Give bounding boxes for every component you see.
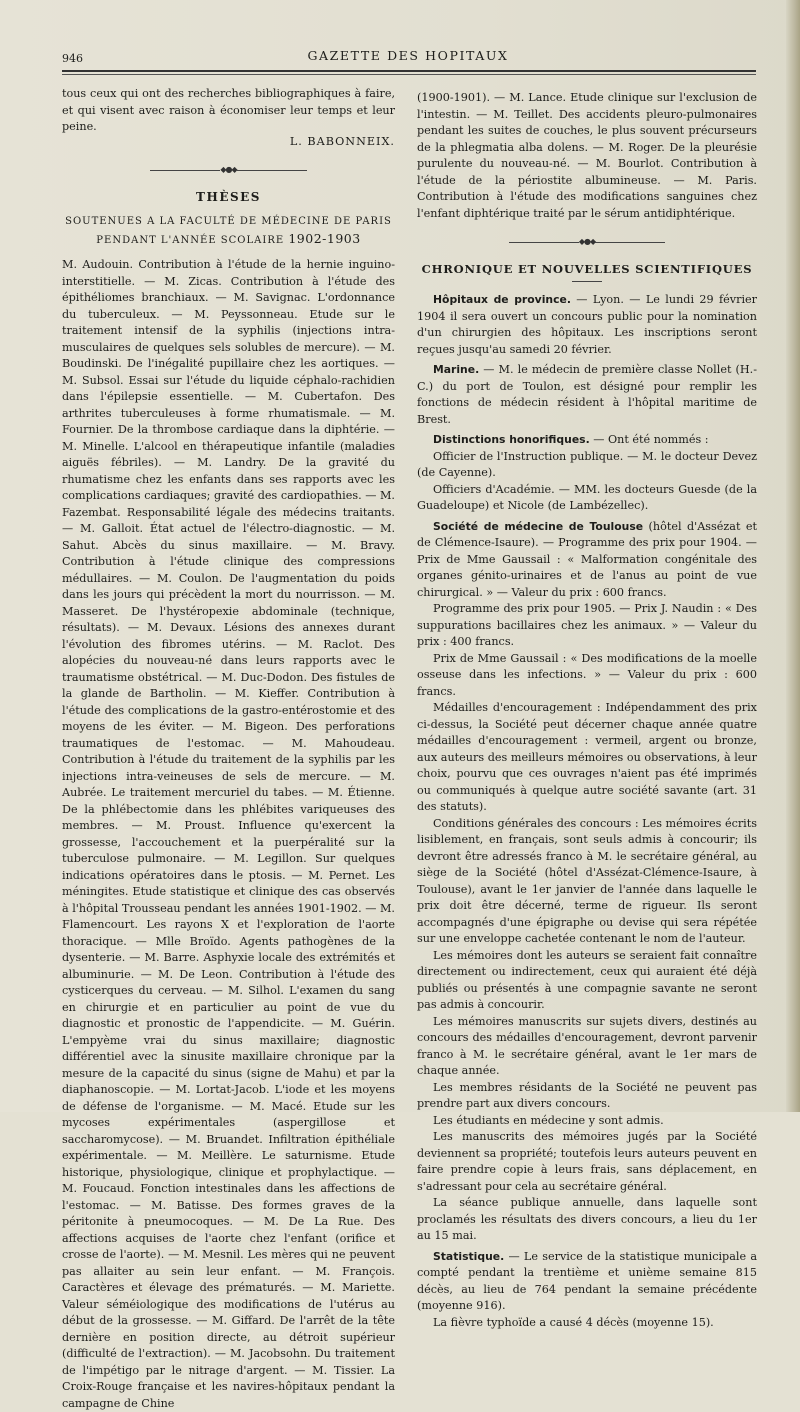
societe-title: Société de médecine de Toulouse <box>433 519 644 533</box>
societe-membres: Les membres résidants de la Société ne peuvent pas prendre part aux divers concours. <box>417 1080 757 1110</box>
hopitaux-item <box>417 292 757 358</box>
author-signature: L. BABONNEIX. <box>289 134 395 148</box>
societe-item <box>417 519 757 602</box>
left-column <box>62 86 395 1412</box>
section-ornament: ◆●◆ <box>62 162 395 179</box>
statistique-title: Statistique. <box>433 1249 505 1263</box>
intro-paragraph: tous ceux qui ont des recherches bibliographiques à faire, et qui visent avec raison à économiser leur temps et leur peine. <box>62 87 395 133</box>
societe-seance: La séance publique annuelle, dans laquelle sont proclamés les résultats des divers concours, a lieu du 1er au 15 mai. <box>417 1196 757 1242</box>
statistique-item <box>417 1249 757 1315</box>
societe-prix-gaussail: Prix de Mme Gaussail : « Des modifications de la moelle osseuse dans les infections. » — Valeur du prix : 600 francs. <box>417 651 757 698</box>
chronique-rule <box>572 281 602 282</box>
hopitaux-text: — Lyon. — Le lundi 29 février 1904 il sera ouvert un concours public pour la nomination d'un chirurgien des hôpitaux. Les inscriptions seront reçues jusqu'au samedi 20 février. <box>417 293 757 356</box>
theses-period: PENDANT L'ANNÉE SCOLAIRE <box>96 235 285 246</box>
right-column <box>417 90 757 1331</box>
distinctions-title: Distinctions honorifiques. <box>433 433 590 446</box>
statistique-typhoide: La fièvre typhoïde a causé 4 décès (moyenne 15). <box>433 1315 714 1329</box>
theses-subheading <box>62 213 395 249</box>
societe-medailles: Médailles d'encouragement : Indépendamment des prix ci-dessus, la Société peut décerner chaque année quatre médailles d'encouragement : vermeil, argent ou bronze, aux auteurs des meilleurs mémoires ou observations, à leur choix, pourvu que ces ouvrages n'aient pas été imprimés ou communiqués à quelque autre société savante (art. 31 des statuts). <box>417 701 757 813</box>
chronique-ornament: ◆●◆ <box>417 234 757 251</box>
societe-manuscrits: Les mémoires manuscrits sur sujets divers, destinés au concours des médailles d'encouragement, devront parvenir franco à M. le secrétaire général, avant le 1er mars de chaque année. <box>417 1014 757 1077</box>
societe-text: (hôtel d'Assézat et de Clémence-Isaure). — Programme des prix pour 1904. — Prix de Mme Gaussail : « Malformation congénitale des organes génito-urinaires et de l'anus au point de vue chirurgical. » — Valeur du prix : 600 francs. <box>417 519 758 599</box>
hopitaux-title: Hôpitaux de province. <box>433 293 571 306</box>
theses-year: 1902-1903 <box>288 231 361 246</box>
page-number: 946 <box>62 52 83 65</box>
header-rule-thick <box>62 70 756 72</box>
societe-conditions: Conditions générales des concours : Les mémoires écrits lisiblement, en français, sont seuls admis à concourir; ils devront être adressés franco à M. le secrétaire général, au siège de la Société (hôtel d'Assézat-Clémence-Isaure, à Toulouse), avant le 1er janvier de l'année dans laquelle le prix doit être décerné, terme de rigueur. Ils seront accompagnés d'une épigraphe ou devise qui sera répétée sur une enveloppe cachetée contenant le nom de l'auteur. <box>417 816 757 945</box>
theses-heading: THÈSES <box>196 189 261 204</box>
theses-subheading-line1: SOUTENUES A LA FACULTÉ DE MÉDECINE DE PARIS <box>65 216 392 227</box>
distinctions-academie: Officiers d'Académie. — MM. les docteurs Guesde (de la Guadeloupe) et Nicole (de Lambézellec). <box>417 482 757 512</box>
distinctions-item <box>417 432 757 449</box>
chronique-heading: CHRONIQUE ET NOUVELLES SCIENTIFIQUES <box>421 261 753 276</box>
societe-etudiants: Les étudiants en médecine y sont admis. <box>433 1113 664 1127</box>
page-edge-shadow <box>786 0 800 1112</box>
theses-subheading-line2 <box>62 230 395 249</box>
header-rule-thin <box>62 74 756 75</box>
distinctions-text: — Ont été nommés : <box>589 433 709 446</box>
theses-list-continued: (1900-1901). — M. Lance. Etude clinique sur l'exclusion de l'intestin. — M. Teillet. Des accidents pleuro-pulmonaires pendant les suites de couches, le plus souvent précurseurs de la phlegmatia alba dolens. — M. Roger. De la pleurésie purulente du nouveau-né. — M. Bourlot. Contribution à l'étude de la périostite albumineuse. — M. Paris. Contribution à l'étude des modifications sanguines chez l'enfant diphtérique traité par le sérum antidiphtérique. <box>417 91 757 220</box>
page-header <box>62 44 754 72</box>
marine-text: — M. le médecin de première classe Nollet (H.-C.) du port de Toulon, est désigné pour remplir les fonctions de médecin résident à l'hôpital maritime de Brest. <box>417 363 757 426</box>
societe-memoires: Les mémoires dont les auteurs se seraient fait connaître directement ou indirectement, ceux qui auraient été déjà publiés ou présentés à une compagnie savante ne seront pas admis à concourir. <box>417 948 757 1011</box>
statistique-text: — Le service de la statistique municipale a compté pendant la trentième et unième semaine 815 décès, au lieu de 764 pendant la semaine précédente (moyenne 916). <box>417 1249 757 1312</box>
societe-prix-1905: Programme des prix pour 1905. — Prix J. Naudin : « Des suppurations bacillaires chez les animaux. » — Valeur du prix : 400 francs. <box>417 602 757 648</box>
societe-propriete: Les manuscrits des mémoires jugés par la Société deviennent sa propriété; toutefois leurs auteurs peuvent en faire prendre copie à leurs frais, sans déplacement, en s'adressant pour cela au secrétaire général. <box>417 1130 757 1193</box>
marine-title: Marine. <box>433 363 480 376</box>
running-head: GAZETTE DES HOPITAUX <box>307 48 509 63</box>
theses-list: M. Audouin. Contribution à l'étude de la hernie inguino-interstitielle. — M. Zicas. Contribution à l'étude des épithéliomes branchiaux. — M. Savignac. L'ordonnance du tuberculeux. — M. Peyssonneau. Etude sur le traitement intensif de la syphilis (injections intra-musculaires de quelques sels solubles de mercure). — M. Boudinski. De l'inégalité pupillaire chez les aortiques. — M. Subsol. Essai sur l'étude du liquide céphalo-rachidien dans l'épilepsie essentielle. — M. Cubertafon. Des arthrites tuberculeuses à forme rhumatismale. — M. Fournier. De la thrombose cardiaque dans la diphtérie. — M. Minelle. L'alcool en thérapeutique infantile (maladies aiguës fébriles). — M. Landry. De la gravité du rhumatisme chez les enfants dans ses rapports avec les complications cardiaques; gravité des cardiopathies. — M. Fazembat. Responsabilité légale des médecins traitants. — M. Galloit. État actuel de l'électro-diagnostic. — M. Sahut. Abcès du sinus maxillaire. — M. Bravy. Contribution à l'étude clinique des compressions médullaires. — M. Coulon. De l'augmentation du poids dans les jours qui précèdent la mort du nourrisson. — M. Masseret. De l'hystéropexie abdominale (technique, résultats). — M. Devaux. Lésions des annexes durant l'évolution des fibromes utérins. — M. Raclot. Des alopécies du nouveau-né dans leurs rapports avec le traumatisme obstétrical. — M. Duc-Dodon. Des fistules de la glande de Bartholin. — M. Kieffer. Contribution à l'étude des complications de la gastro-entérostomie et des moyens de les éviter. — M. Bigeon. Des perforations traumatiques de l'estomac. — M. Mahoudeau. Contribution à l'étude du traitement de la syphilis par les injections intra-veineuses de sels de mercure. — M. Aubrée. Le traitement mercuriel du tabes. — M. Étienne. De la phlébectomie dans les phlébites variqueuses des membres. — M. Proust. Influence qu'exercent la grossesse, l'accouchement et la puerpéralité sur la tuberculose pulmonaire. — M. Legillon. Sur quelques indications opératoires dans le ptosis. — M. Pernet. Les méningites. Etude statistique et clinique des cas observés à l'hôpital Trousseau pendant les années 1901-1902. — M. Flamencourt. Les rayons X et l'exploration de l'aorte thoracique. — Mlle Broïdo. Agents pathogènes de la dysenterie. — M. Barre. Asphyxie locale des extrémités et albuminurie. — M. De Leon. Contribution à l'étude des cysticerques du cerveau. — M. Silhol. L'examen du sang en chirurgie et en particulier au point de vue du diagnostic et pronostic de l'appendicite. — M. Guérin. L'empyème vrai du sinus maxillaire; diagnostic différentiel avec la sinusite maxillaire chronique par la mesure de la capacité du sinus (signe de Mahu) et par la diaphanoscopie. — M. Lortat-Jacob. L'iode et les moyens de défense de l'organisme. — M. Macé. Etude sur les mycoses expérimentales (aspergillose et saccharomycose). — M. Bruandet. Infiltration épithéliale expérimentale. — M. Meillère. Le saturnisme. Etude historique, physiologique, clinique et prophylactique. — M. Foucaud. Fonction intestinales dans les affections de l'estomac. — M. Batisse. Des formes graves de la péritonite à pneumocoques. — M. De La Rue. Des affections acquises de l'aorte chez l'enfant (orifice et crosse de l'aorte). — M. Mesnil. Les mères qui ne peuvent pas allaiter au sein leur enfant. — M. François. Caractères et élevage des prématurés. — M. Mariette. Valeur séméiologique des modifications de l'utérus au début de la grossesse. — M. Giffard. De l'arrêt de la tête dernière en position directe, au détroit supérieur (difficulté de l'extraction). — M. Jacobsohn. Du traitement de l'impétigo par le nitrage d'argent. — M. Tissier. La Croix-Rouge française et les navires-hôpitaux pendant la campagne de Chine <box>62 258 395 1410</box>
marine-item <box>417 362 757 428</box>
distinctions-officier: Officier de l'Instruction publique. — M. le docteur Devez (de Cayenne). <box>417 449 757 479</box>
